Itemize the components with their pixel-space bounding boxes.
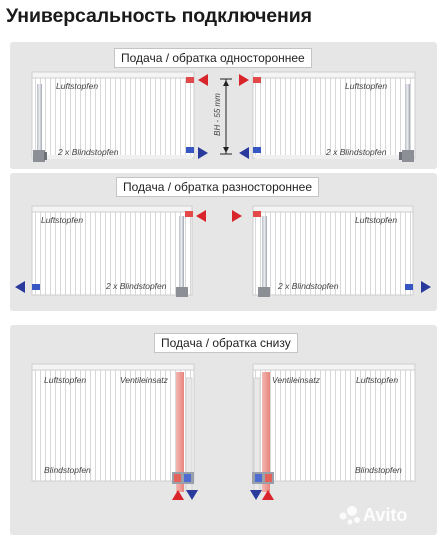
avito-watermark: Avito [363, 505, 408, 525]
radiator-right-1 [253, 72, 415, 159]
supply-plug [185, 211, 193, 217]
ventileinsatz-label: Ventileinsatz [120, 375, 168, 385]
avito-logo [340, 506, 361, 525]
luftstopfen-label: Luftstopfen [356, 375, 399, 385]
luftstopfen-label: Luftstopfen [56, 81, 99, 91]
supply-plug [253, 77, 261, 83]
section-caption: Подача / обратка одностороннее [114, 48, 312, 68]
return-arrow [15, 281, 25, 293]
return-arrow [250, 490, 262, 500]
section-caption: Подача / обратка разностороннее [116, 177, 319, 197]
page-title: Универсальность подключения [6, 5, 312, 27]
return-plug [32, 284, 40, 290]
luftstopfen-label: Luftstopfen [345, 81, 388, 91]
return-plug [253, 147, 261, 153]
return-arrow [198, 147, 208, 159]
blindstopfen-label: 2 x Blindstopfen [278, 281, 339, 291]
return-arrow [239, 147, 249, 159]
section-caption: Подача / обратка снизу [154, 333, 298, 353]
supply-arrow [232, 210, 242, 222]
blindstopfen-label: 2 x Blindstopfen [106, 281, 167, 291]
supply-plug [253, 211, 261, 217]
supply-arrow [239, 74, 249, 86]
luftstopfen-label: Luftstopfen [41, 215, 84, 225]
return-plug [405, 284, 413, 290]
distance-label: BH - 55 mm [212, 93, 222, 136]
ventileinsatz-label: Ventileinsatz [272, 375, 320, 385]
luftstopfen-label: Luftstopfen [355, 215, 398, 225]
supply-plug [186, 77, 194, 83]
blindstopfen-label: 2 x Blindstopfen [326, 147, 387, 157]
return-arrow [421, 281, 431, 293]
blindstopfen-label: Blindstopfen [355, 465, 402, 475]
luftstopfen-label: Luftstopfen [44, 375, 87, 385]
blindstopfen-label: Blindstopfen [44, 465, 91, 475]
blindstopfen-label: 2 x Blindstopfen [58, 147, 119, 157]
supply-arrow [196, 210, 206, 222]
return-arrow [186, 490, 198, 500]
return-plug [186, 147, 194, 153]
supply-arrow [198, 74, 208, 86]
